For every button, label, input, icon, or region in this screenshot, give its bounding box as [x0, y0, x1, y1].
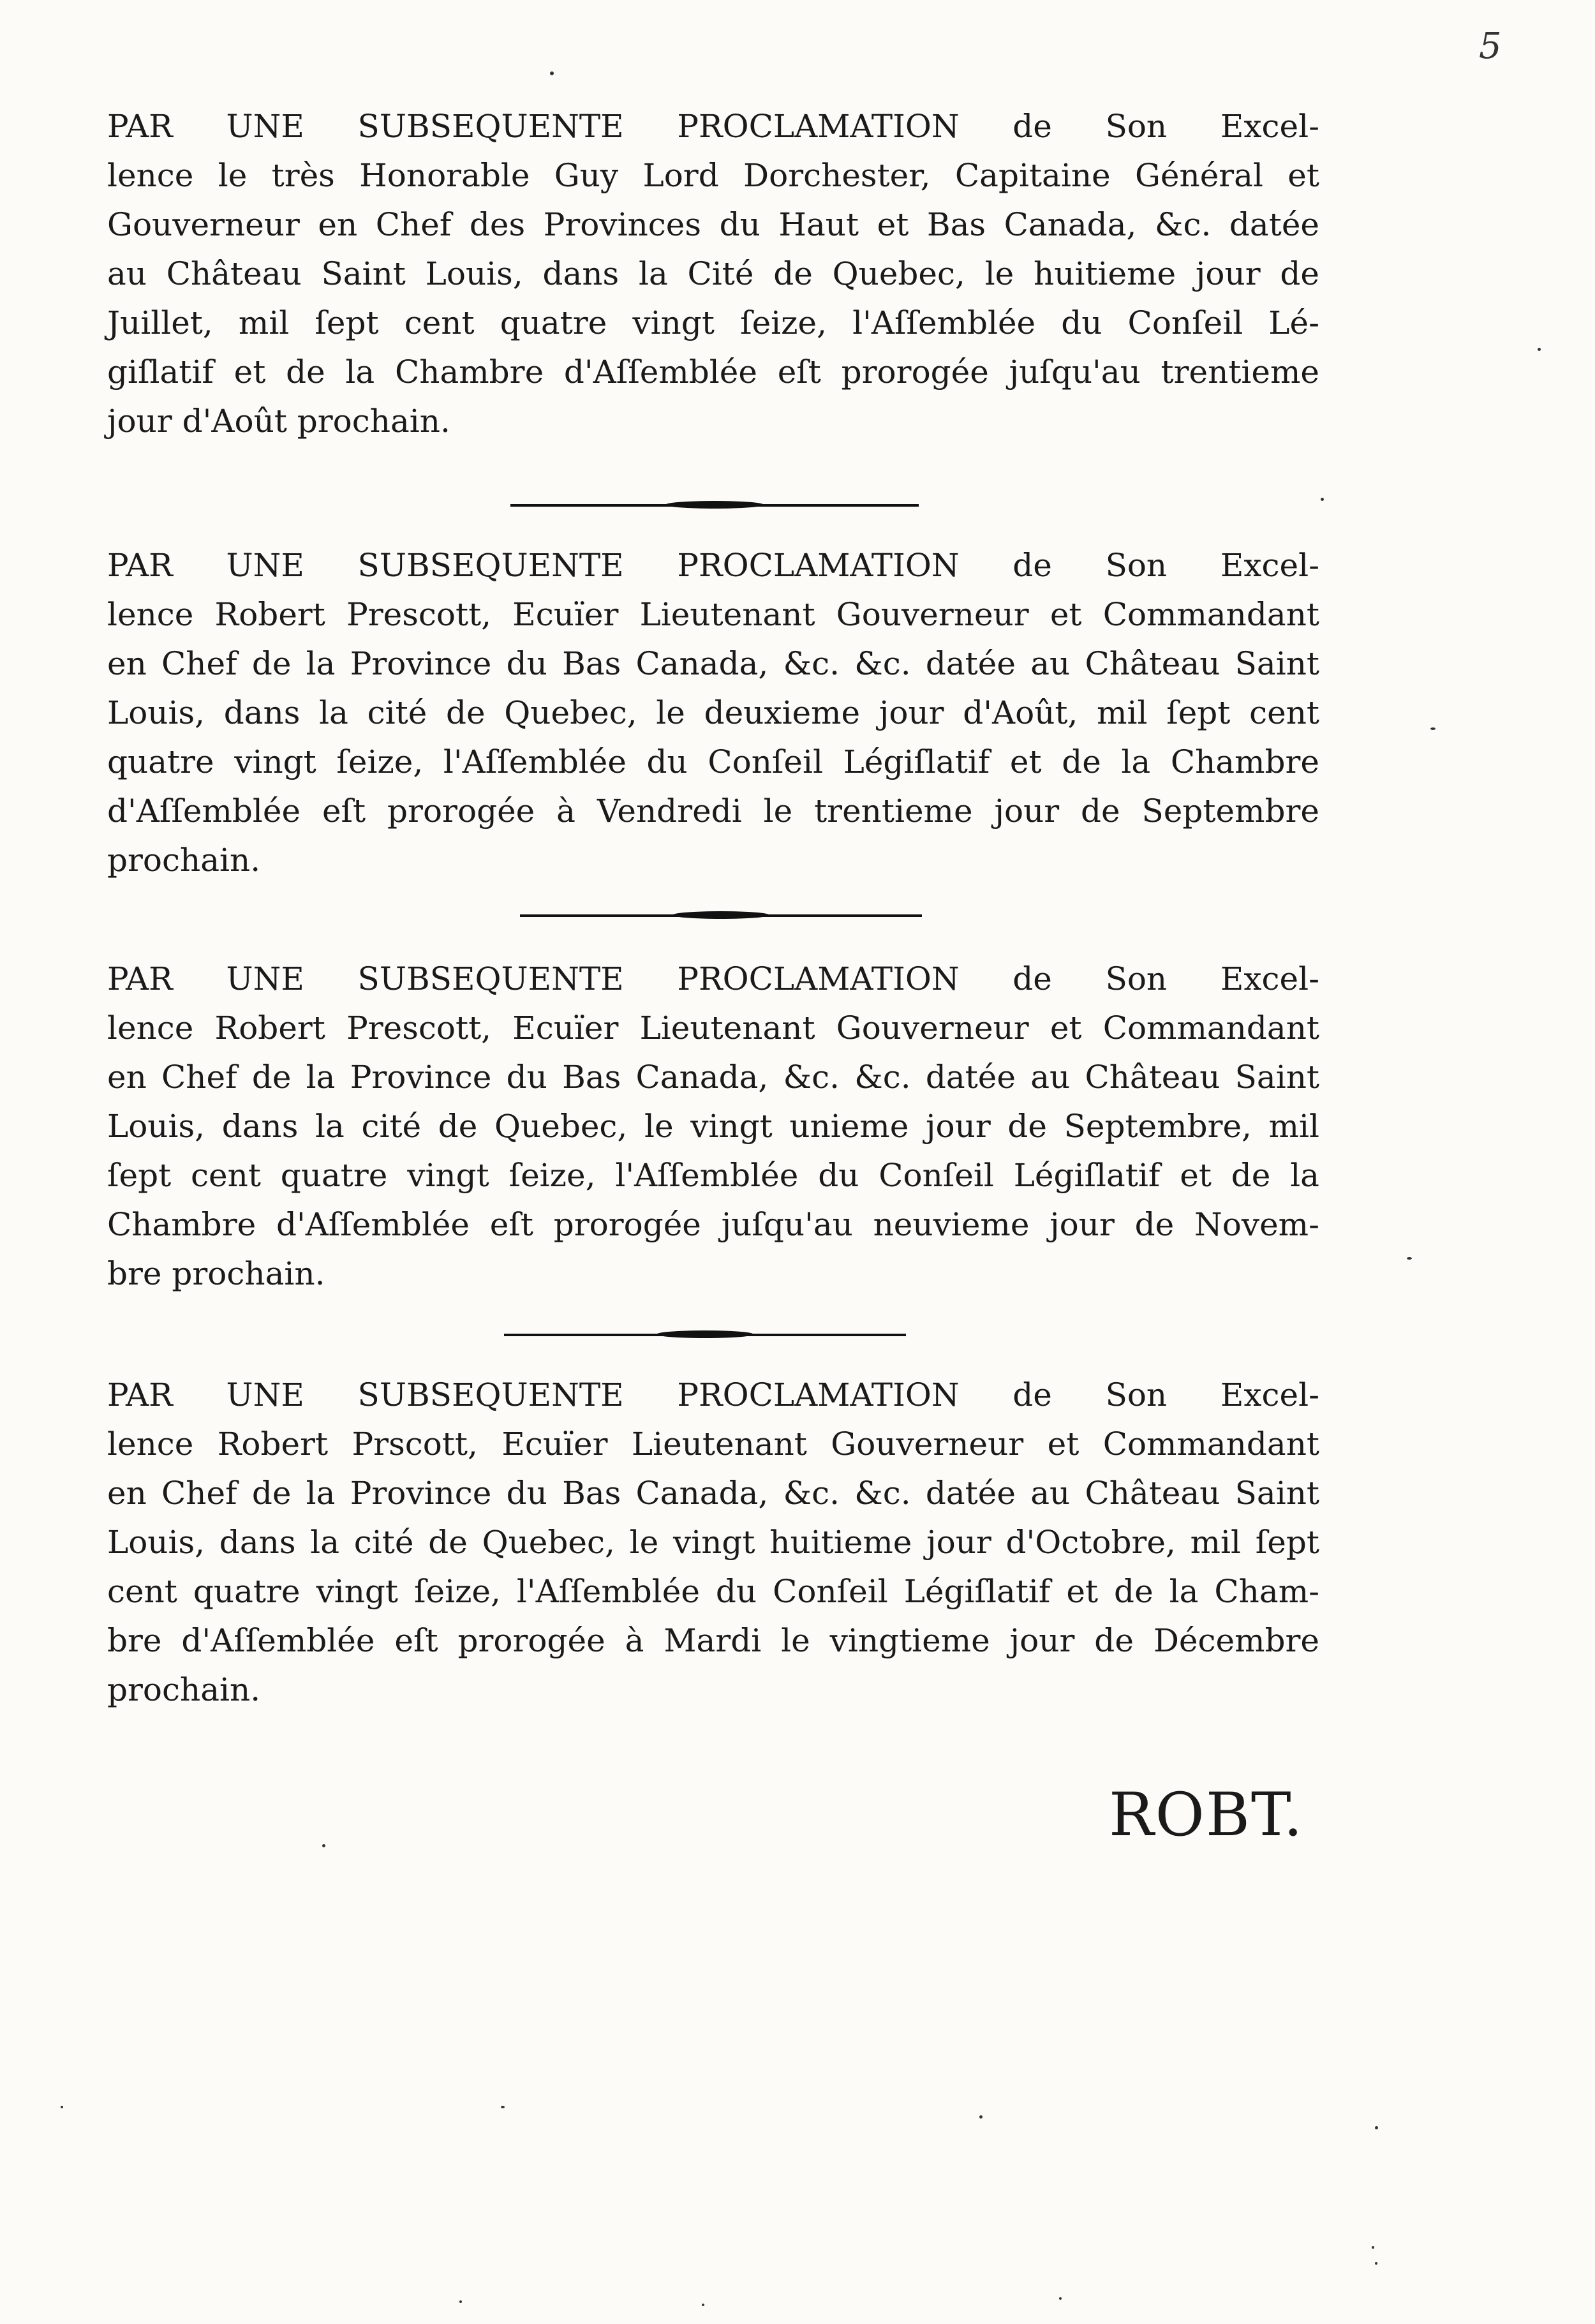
- section-divider: [510, 504, 919, 507]
- paper-speck: [1372, 2246, 1374, 2249]
- section-divider: [520, 914, 922, 917]
- proclamation-line: lence le très Honorable Guy Lord Dorchester, Capitaine Général et: [107, 157, 1319, 194]
- paper-speck: [1059, 2297, 1062, 2300]
- proclamation-2: [107, 541, 1319, 885]
- paper-speck: [702, 2304, 704, 2306]
- paper-speck: [1321, 498, 1324, 501]
- paper-speck: [1375, 2126, 1378, 2129]
- proclamation-line: lence Robert Prscott, Ecuïer Lieutenant Gouverneur et Commandant: [107, 1426, 1319, 1463]
- paper-speck: [1407, 1257, 1412, 1260]
- proclamation-line: bre d'Aſſemblée eſt prorogée à Mardi le vingtieme jour de Décembre: [107, 1622, 1319, 1659]
- proclamation-line: d'Aſſemblée eſt prorogée à Vendredi le trentieme jour de Septembre: [107, 793, 1319, 830]
- proclamation-line: Juillet, mil ſept cent quatre vingt ſeize, l'Aſſemblée du Conſeil Lé-: [107, 304, 1319, 341]
- paper-speck: [550, 71, 554, 75]
- proclamation-line: en Chef de la Province du Bas Canada, &c. &c. datée au Château Saint: [107, 1059, 1319, 1096]
- paper-speck: [61, 2106, 63, 2108]
- paper-speck: [322, 1844, 325, 1847]
- proclamation-line: giſlatif et de la Chambre d'Aſſemblée eſt prorogée juſqu'au trentieme: [107, 354, 1319, 391]
- proclamation-line: au Château Saint Louis, dans la Cité de Quebec, le huitieme jour de: [107, 255, 1319, 292]
- proclamation-1: [107, 102, 1319, 446]
- proclamation-line: Chambre d'Aſſemblée eſt prorogée juſqu'au neuvieme jour de Novem-: [107, 1206, 1319, 1243]
- proclamation-line: PAR UNE SUBSEQUENTE PROCLAMATION de Son Excel-: [107, 960, 1319, 997]
- proclamation-line: ſept cent quatre vingt ſeize, l'Aſſemblée du Conſeil Légiſlatif et de la: [107, 1157, 1319, 1194]
- proclamation-line: Louis, dans la cité de Quebec, le deuxieme jour d'Août, mil ſept cent: [107, 694, 1319, 731]
- paper-speck: [979, 2115, 983, 2119]
- paper-speck: [501, 2106, 505, 2108]
- proclamation-line: quatre vingt ſeize, l'Aſſemblée du Conſeil Légiſlatif et de la Chambre: [107, 743, 1319, 780]
- proclamation-line: lence Robert Prescott, Ecuïer Lieutenant Gouverneur et Commandant: [107, 596, 1319, 633]
- proclamation-line: Gouverneur en Chef des Provinces du Haut et Bas Canada, &c. datée: [107, 206, 1319, 243]
- paper-speck: [1538, 348, 1541, 351]
- proclamation-line: Louis, dans la cité de Quebec, le vingt huitieme jour d'Octobre, mil ſept: [107, 1524, 1319, 1561]
- proclamation-line: PAR UNE SUBSEQUENTE PROCLAMATION de Son Excel-: [107, 547, 1319, 584]
- proclamation-line: cent quatre vingt ſeize, l'Aſſemblée du Conſeil Légiſlatif et de la Cham-: [107, 1573, 1319, 1610]
- proclamation-line: prochain.: [107, 842, 261, 879]
- section-divider: [504, 1334, 906, 1336]
- proclamation-line: PAR UNE SUBSEQUENTE PROCLAMATION de Son Excel-: [107, 1376, 1319, 1413]
- catchword-signature: ROBT.: [1109, 1780, 1304, 1850]
- proclamation-line: jour d'Août prochain.: [107, 403, 450, 440]
- proclamation-line: PAR UNE SUBSEQUENTE PROCLAMATION de Son Excel-: [107, 108, 1319, 145]
- proclamation-line: en Chef de la Province du Bas Canada, &c. &c. datée au Château Saint: [107, 1475, 1319, 1512]
- proclamation-line: prochain.: [107, 1671, 261, 1708]
- paper-speck: [1430, 727, 1436, 730]
- paper-speck: [459, 2300, 462, 2303]
- proclamation-line: Louis, dans la cité de Quebec, le vingt unieme jour de Septembre, mil: [107, 1108, 1319, 1145]
- proclamation-3: [107, 955, 1319, 1299]
- proclamation-line: lence Robert Prescott, Ecuïer Lieutenant Gouverneur et Commandant: [107, 1009, 1319, 1047]
- proclamation-4: [107, 1371, 1319, 1715]
- proclamation-line: en Chef de la Province du Bas Canada, &c. &c. datée au Château Saint: [107, 645, 1319, 682]
- paper-speck: [1375, 2262, 1377, 2265]
- page-number: 5: [1479, 26, 1502, 67]
- proclamation-line: bre prochain.: [107, 1255, 325, 1292]
